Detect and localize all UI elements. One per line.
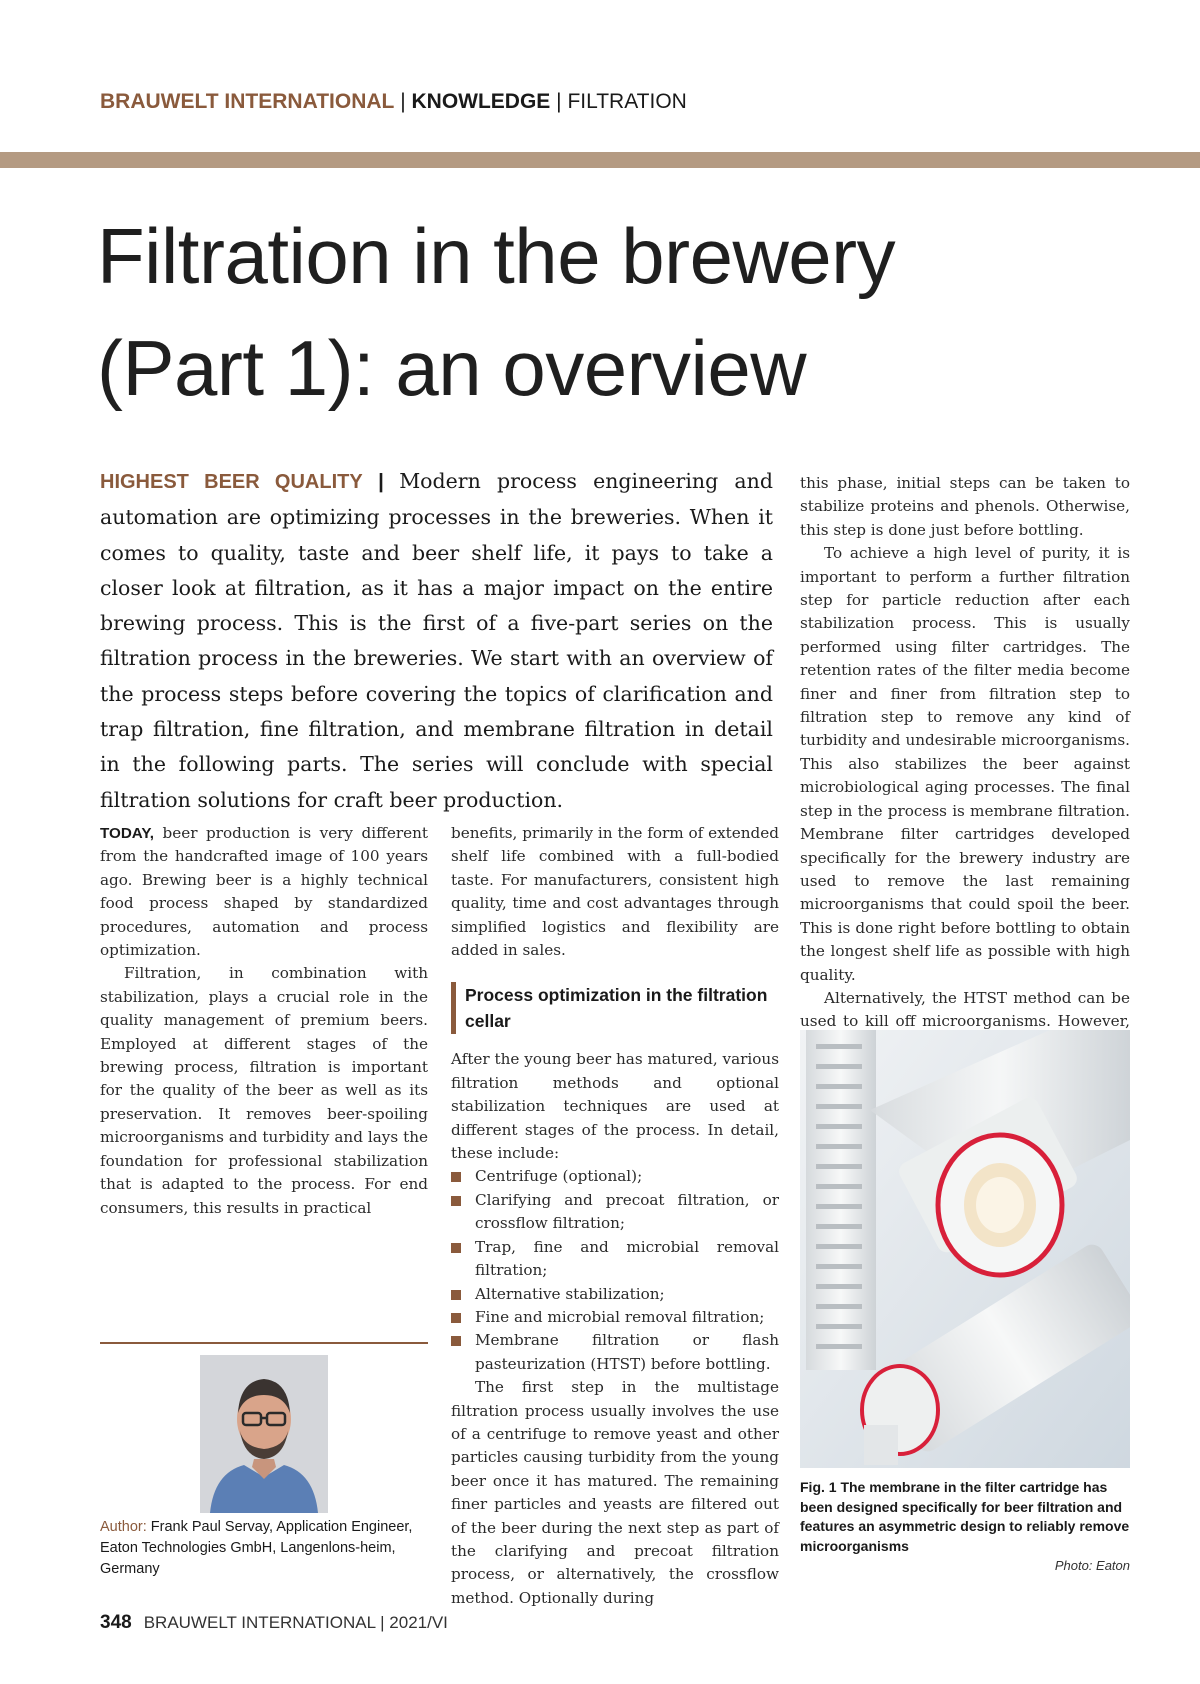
author-photo — [200, 1355, 328, 1513]
list-item: Centrifuge (optional); — [451, 1165, 779, 1188]
col1-paragraph-1-text: beer production is very different from the handcrafted image of 100 years ago. Brewing beer is a highly technical food process shaped by standardized procedures, automation and process optimization. — [100, 824, 428, 960]
col1-paragraph-2: Filtration, in combination with stabilization, plays a crucial role in the quality management of premium beers. Employed at different stages of the brewing process, filtration is important for the quality of the beer as well as its preservation. It removes beer-spoiling microorganisms and turbidity and lays the foundation for professional stabilization that is adapted to the process. For end consumers, this results in practical — [100, 964, 428, 1217]
header-section: KNOWLEDGE — [411, 90, 551, 113]
list-item: Membrane filtration or flash pasteurization (HTST) before bottling. — [451, 1329, 779, 1376]
intro-separator: | — [362, 470, 400, 493]
page-footer — [100, 1612, 448, 1634]
col1-paragraph-1 — [100, 822, 428, 962]
title-line-2: (Part 1): an overview — [97, 324, 807, 412]
column-2 — [451, 822, 779, 1610]
intro-kicker: HIGHEST BEER QUALITY — [100, 471, 363, 493]
author-label: Author: — [100, 1519, 147, 1535]
figure-caption: Fig. 1 The membrane in the filter cartridge has been designed specifically for beer filtration and features an asymmetric design to reliably remove microorganisms — [800, 1479, 1130, 1554]
list-item: Trap, fine and microbial removal filtration; — [451, 1236, 779, 1283]
author-portrait-image — [200, 1355, 328, 1513]
heading-accent-bar — [451, 982, 456, 1034]
col3-paragraph-3: Alternatively, the HTST method can be used to kill off microorganisms. However, — [800, 988, 1130, 1031]
col2-paragraph-1: benefits, primarily in the form of extended shelf life combined with a full-bodied taste. For manufacturers, consistent high quality, time and cost advantages through simplified logistics and flexibility are added in sales. — [451, 824, 779, 960]
photo-credit: Photo: Eaton — [1054, 1558, 1130, 1573]
author-text: Frank Paul Servay, Application Engineer, Eaton Technologies GmbH, Langenlons-heim, Germany — [100, 1519, 413, 1577]
author-caption — [100, 1517, 430, 1580]
header-separator: | — [394, 90, 412, 113]
column-1 — [100, 822, 428, 1220]
col3-paragraph-2: To achieve a high level of purity, it is important to perform a further filtration step for particle reduction after each stabilization process. This is usually performed using filter cartridges. The retention rates of the filter media become finer and finer from filtration step to filtration step to remove any kind of turbidity and undesirable microorganisms. This also stabilizes the beer against microbiological aging processes. The final step in the process is membrane filtration. Membrane filter cartridges developed specifically for the brewery industry are used to remove the last remaining microorganisms that could spoil the beer. This is done right before bottling to obtain the longest shelf life as possible with high quality. — [800, 544, 1130, 984]
list-item: Clarifying and precoat filtration, or crossflow filtration; — [451, 1189, 779, 1236]
process-steps-list — [451, 1165, 779, 1376]
header-brand: BRAUWELT INTERNATIONAL — [100, 90, 395, 113]
col3-paragraph-1: this phase, initial steps can be taken to stabilize proteins and phenols. Otherwise, this step is done just before bottling. — [800, 474, 1130, 539]
footer-publication: BRAUWELT INTERNATIONAL | 2021/VI — [143, 1613, 448, 1632]
header-separator: | — [550, 90, 568, 113]
column-3 — [800, 472, 1130, 1081]
filter-cartridge-image — [800, 1030, 1130, 1468]
list-item: Fine and microbial removal filtration; — [451, 1306, 779, 1329]
running-header — [100, 90, 687, 114]
list-item: Alternative stabilization; — [451, 1283, 779, 1306]
col2-paragraph-2: After the young beer has matured, various filtration methods and optional stabilization techniques are used at different stages of the process. In detail, these include: — [451, 1050, 779, 1163]
col2-paragraph-3: The first step in the multistage filtration process usually involves the use of a centrifuge to remove yeast and other particles causing turbidity from the young beer once it has matured. The remaining finer particles and yeasts are filtered out of the beer during the next step as part of the clarifying and precoat filtration process, or alternatively, the crossflow method. Optionally during — [451, 1378, 779, 1607]
title-line-1: Filtration in the brewery — [97, 212, 896, 300]
page-number: 348 — [100, 1612, 132, 1633]
section-heading — [451, 982, 779, 1034]
author-rule — [100, 1342, 428, 1344]
header-rule — [0, 152, 1200, 168]
col1-lead: TODAY, — [100, 825, 155, 842]
intro-text: Modern process engineering and automation are optimizing processes in the breweries. When it comes to quality, taste and beer shelf life, it pays to take a closer look at filtration, as it has a major impact on the entire brewing process. This is the first of a five-part series on the filtration process in the breweries. We start with an overview of the process steps before covering the topics of clarification and trap filtration, fine filtration, and membrane filtration in detail in the following parts. The series will conclude with special filtration solutions for craft beer production. — [100, 469, 773, 812]
filter-cartridge-photo — [800, 1030, 1130, 1468]
article-title — [97, 200, 1157, 424]
article-intro — [100, 464, 773, 818]
section-heading-text: Process optimization in the filtration cellar — [465, 985, 768, 1032]
header-topic: FILTRATION — [567, 90, 687, 113]
